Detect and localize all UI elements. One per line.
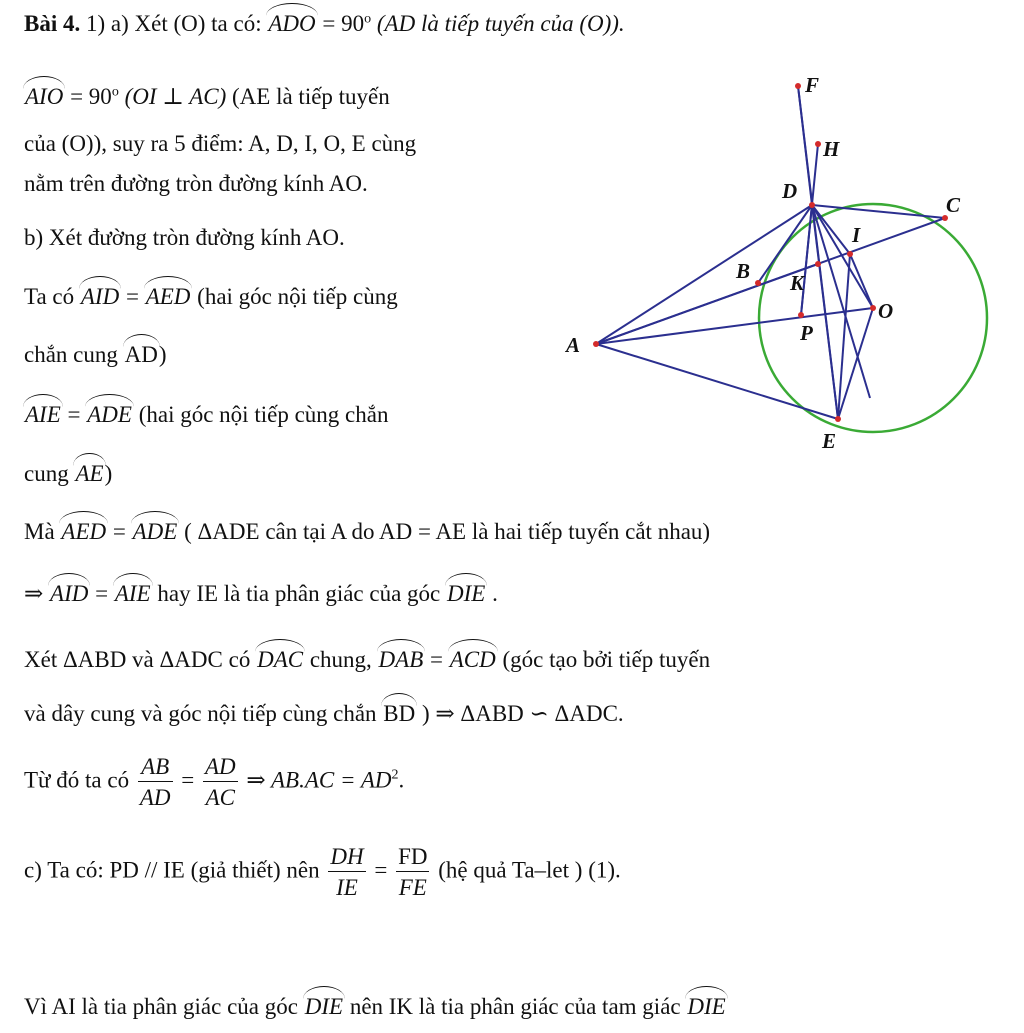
angle-ade: ADE (87, 402, 132, 427)
l1-text: 1) a) Xét (O) ta có: (80, 11, 268, 36)
l8-rest: (hai góc nội tiếp cùng chắn (132, 402, 389, 427)
angle-aid: AID (80, 284, 120, 309)
line-4: nằm trên đường tròn đường kính AO. (24, 171, 368, 196)
fraction-fd-fe (396, 845, 429, 899)
l6-eq: = (120, 284, 145, 309)
l1-rest: (AD là tiếp tuyến của (O)). (371, 11, 625, 36)
l15-text: c) Ta có: PD // IE (giả thiết) nên (24, 857, 326, 883)
fraction-dh-ie (328, 845, 365, 899)
angle-dac: DAC (257, 647, 304, 672)
line-5: b) Xét đường tròn đường kính AO. (24, 225, 345, 250)
l7-close: ) (158, 342, 167, 367)
arc-ae: AE (75, 461, 104, 486)
segment-oe (838, 308, 873, 419)
label-p: P (800, 321, 813, 345)
l15-rest: (hệ quả Ta–let ) (1). (432, 857, 621, 883)
angle-aio: AIO (25, 84, 64, 109)
point-h (815, 141, 821, 147)
l11-eq: = (89, 581, 114, 606)
l10-rest: ( ΔADE cân tại A do AD = AE là hai tiếp tuyến cắt nhau) (178, 519, 711, 544)
l14-text: Từ đó ta có (24, 767, 135, 793)
line-8 (24, 403, 388, 426)
segment-ai (596, 264, 818, 344)
line-2 (24, 85, 390, 108)
l11-text: ⇒ (24, 581, 50, 606)
line-1 (24, 12, 625, 35)
fraction-ab-ad (138, 755, 173, 809)
frac-den: IE (336, 875, 358, 900)
l10-eq: = (107, 519, 132, 544)
l2-rest: (AE là tiếp tuyến (226, 84, 390, 109)
label-h: H (823, 137, 840, 161)
angle-aed: AED (145, 284, 191, 309)
segment-ao (596, 308, 873, 344)
l1-deg: o (364, 11, 372, 27)
frac-num: FD (396, 845, 429, 872)
line-14 (24, 755, 404, 809)
l8-eq: = (61, 402, 87, 427)
l14-sup: 2 (391, 767, 399, 783)
angle-die-3: DIE (687, 994, 726, 1019)
l2-eq: = 90 (64, 84, 112, 109)
line-11 (24, 582, 498, 605)
segment-fd (798, 86, 812, 205)
point-f (795, 83, 801, 89)
l9-close: ) (104, 461, 113, 486)
angle-aid-2: AID (50, 581, 89, 606)
l12-rest: (góc tạo bởi tiếp tuyến (496, 647, 711, 672)
l12-mid: chung, (304, 647, 378, 672)
label-c: C (946, 193, 961, 217)
segment-io (850, 254, 873, 308)
segment-de (812, 205, 838, 419)
fraction-ad-ac (203, 755, 238, 809)
point-b (755, 280, 761, 286)
label-f: F (805, 73, 820, 97)
label-o: O (878, 299, 894, 323)
l7-text: chắn cung (24, 342, 124, 367)
l12-eq: = (424, 647, 449, 672)
l11-mid: hay IE là tia phân giác của góc (151, 581, 447, 606)
segment-ae (596, 344, 838, 419)
segment-pd (801, 205, 812, 315)
angle-die: DIE (447, 581, 486, 606)
label-d: D (782, 179, 798, 203)
figure-points (593, 83, 948, 422)
line-13 (24, 702, 624, 725)
l2-deg: o (111, 84, 119, 100)
l9-text: cung (24, 461, 75, 486)
line-16 (24, 995, 727, 1018)
arc-ad: AD (124, 342, 158, 367)
point-p (798, 312, 804, 318)
point-d (809, 202, 815, 208)
label-i: I (852, 223, 861, 247)
angle-aed-2: AED (61, 519, 107, 544)
angle-ade-2: ADE (132, 519, 178, 544)
l11-end: . (486, 581, 498, 606)
segment-ad (596, 205, 812, 344)
point-a (593, 341, 599, 347)
frac-den: AC (205, 785, 236, 810)
l6-text: Ta có (24, 284, 80, 309)
l10-text: Mà (24, 519, 61, 544)
problem-heading: Bài 4. (24, 11, 81, 36)
frac-den: FE (398, 875, 427, 900)
angle-ado: ADO (268, 11, 316, 36)
point-o (870, 305, 876, 311)
l6-rest: (hai góc nội tiếp cùng (191, 284, 398, 309)
line-12 (24, 648, 710, 671)
geometry-figure (560, 70, 1000, 460)
arc-bd: BD (383, 701, 416, 726)
point-i (847, 251, 853, 257)
angle-acd: ACD (449, 647, 496, 672)
angle-dab: DAB (378, 647, 424, 672)
line-3: của (O)), suy ra 5 điểm: A, D, I, O, E cùng (24, 131, 417, 156)
angle-aie: AIE (25, 402, 61, 427)
point-k (815, 261, 821, 267)
frac-den: AD (139, 785, 171, 810)
l12-text: Xét ΔABD và ΔADC có (24, 647, 257, 672)
l15-eq: = (368, 857, 394, 883)
frac-num: AD (203, 755, 238, 782)
l1-eq: = 90 (316, 11, 365, 36)
label-k: K (790, 271, 805, 295)
frac-num: AB (138, 755, 173, 782)
line-15 (24, 845, 621, 899)
label-e: E (822, 429, 837, 453)
l14-eq: = (175, 767, 200, 793)
l16-mid: nên IK là tia phân giác của tam giác (344, 994, 687, 1019)
l14-end: . (398, 767, 405, 793)
line-7 (24, 343, 167, 366)
segment-do (812, 205, 873, 308)
frac-num: DH (328, 845, 365, 872)
label-b: B (736, 259, 751, 283)
point-e (835, 416, 841, 422)
line-6 (24, 285, 398, 308)
angle-aie-2: AIE (114, 581, 151, 606)
line-10 (24, 520, 710, 543)
l13-rest: ) ⇒ ΔABD ∽ ΔADC. (416, 701, 624, 726)
l14-rest: ⇒ AB.AC = AD (240, 767, 392, 793)
l16-text: Vì AI là tia phân giác của góc (24, 994, 304, 1019)
l2-expr: (OI ⊥ AC) (118, 84, 227, 109)
segment-ie (838, 254, 850, 419)
line-9 (24, 462, 112, 485)
label-a: A (566, 333, 581, 357)
l13-text: và dây cung và góc nội tiếp cùng chắn (24, 701, 383, 726)
angle-die-2: DIE (304, 994, 344, 1019)
